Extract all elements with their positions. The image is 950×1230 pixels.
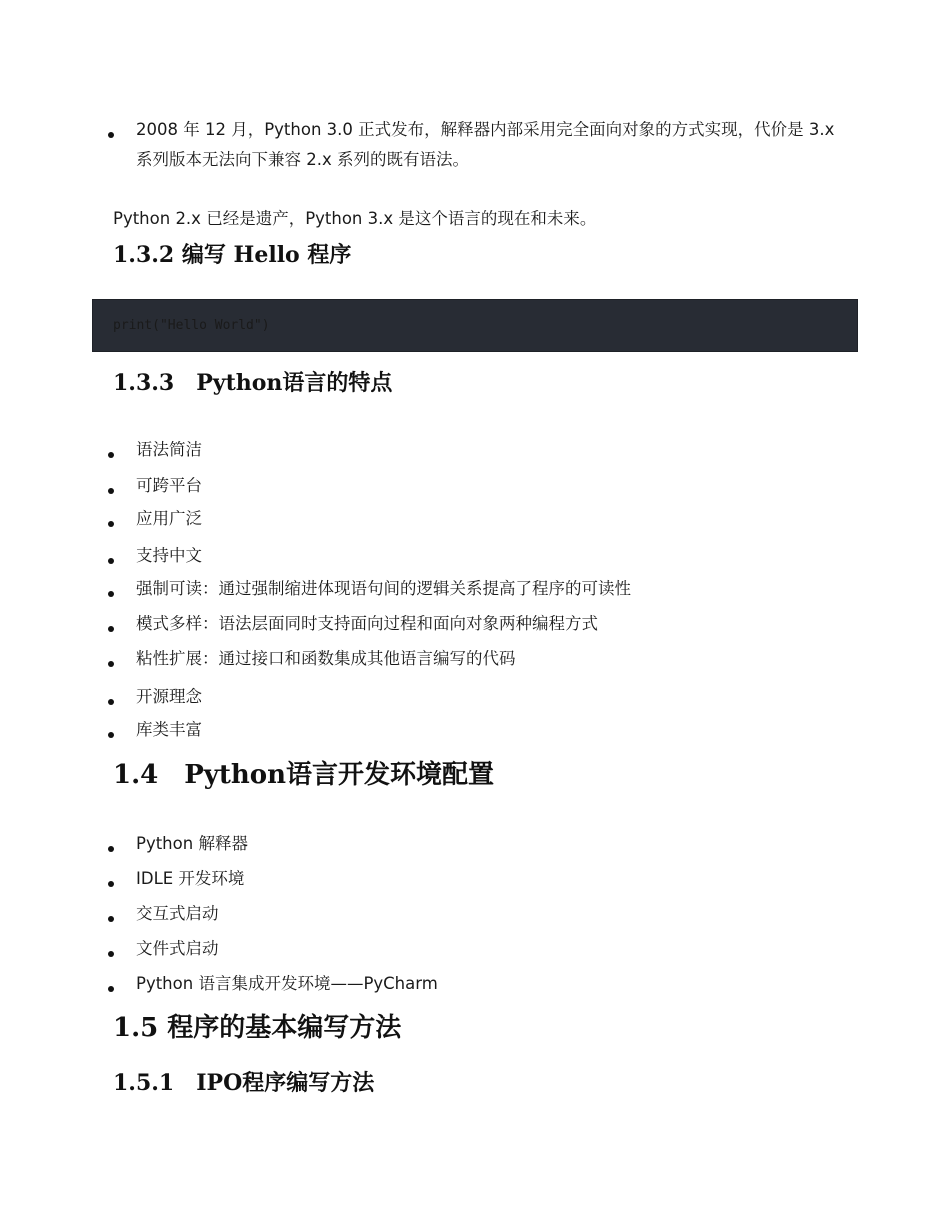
list-item — [0, 609, 950, 644]
list-item-text: 2008 年 12 月，Python 3.0 正式发布，解释器内部采用完全面向对象的方式实现，代价是 3.x 系列版本无法向下兼容 2.x 系列的既有语法。 — [136, 120, 835, 169]
list-item — [0, 829, 950, 864]
list-item-text: 语法简洁 — [136, 440, 202, 459]
code-text: print("Hello World") — [113, 318, 270, 333]
list-item — [0, 435, 950, 471]
list-item-text: IDLE 开发环境 — [136, 869, 245, 888]
list-item — [0, 715, 950, 745]
list-item-text: 开源理念 — [136, 687, 202, 706]
list-item — [0, 682, 950, 715]
section-heading-1-3-2: 1.3.2 编写 Hello 程序 — [113, 242, 352, 268]
section-heading-1-3-3: 1.3.3 Python语言的特点 — [113, 370, 393, 396]
list-item-text: 可跨平台 — [136, 476, 202, 495]
list-item — [0, 644, 950, 682]
code-block — [92, 299, 858, 352]
section-heading-1-5-1: 1.5.1 IPO程序编写方法 — [113, 1070, 375, 1096]
intro-list — [0, 115, 950, 175]
list-item-text: 粘性扩展：通过接口和函数集成其他语言编写的代码 — [136, 649, 516, 668]
list-item-text: 支持中文 — [136, 546, 202, 565]
list-item — [0, 934, 950, 969]
list-item-text: 文件式启动 — [136, 939, 219, 958]
list-item-text: 应用广泛 — [136, 509, 202, 528]
list-item — [0, 574, 950, 609]
list-item-text: Python 解释器 — [136, 834, 248, 853]
list-item — [0, 541, 950, 574]
list-item — [0, 471, 950, 504]
section-heading-1-4: 1.4 Python语言开发环境配置 — [113, 760, 495, 790]
list-item-text: Python 语言集成开发环境——PyCharm — [136, 974, 438, 993]
list-item — [0, 864, 950, 899]
list-item — [0, 969, 950, 999]
summary-paragraph: Python 2.x 已经是遗产，Python 3.x 是这个语言的现在和未来。 — [113, 209, 597, 228]
list-item-text: 强制可读：通过强制缩进体现语句间的逻辑关系提高了程序的可读性 — [136, 579, 631, 598]
list-item — [0, 504, 950, 541]
list-item-text: 库类丰富 — [136, 720, 202, 739]
list-item-text: 模式多样：语法层面同时支持面向过程和面向对象两种编程方式 — [136, 614, 598, 633]
section-heading-1-5: 1.5 程序的基本编写方法 — [113, 1013, 402, 1043]
features-list — [0, 435, 950, 745]
list-item-text: 交互式启动 — [136, 904, 219, 923]
list-item — [0, 899, 950, 934]
env-list — [0, 829, 950, 999]
list-item — [0, 115, 950, 175]
